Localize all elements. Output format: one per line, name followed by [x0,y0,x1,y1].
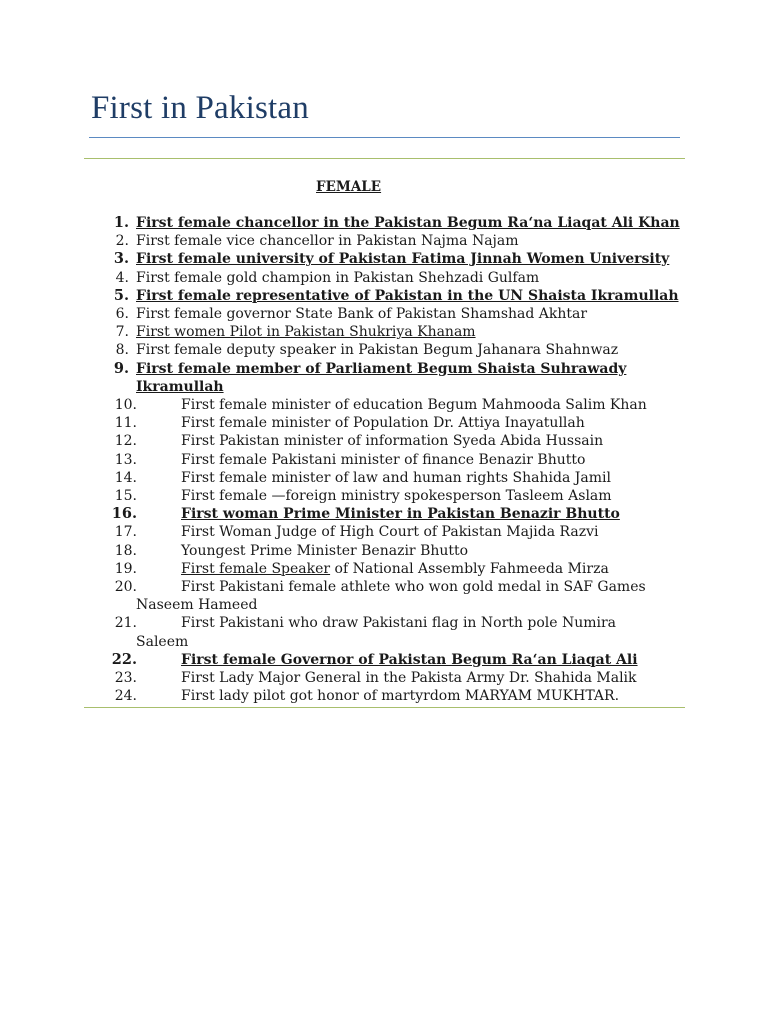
list-item [0,287,768,305]
item-number: 13. [114,451,137,468]
item-number: 3. [113,250,129,268]
item-text: First woman Prime Minister in Pakistan Benazir Bhutto [181,506,620,523]
item-text: First female Pakistani minister of finance Benazir Bhutto [181,451,586,468]
item-text: First women Pilot in Pakistan Shukriya Khanam [136,324,476,341]
list-item [0,305,768,323]
item-text-continued: Saleem [136,633,189,650]
item-text: First Pakistan minister of information Syeda Abida Hussain [181,433,604,450]
item-number: 5. [113,286,129,304]
item-number: 9. [113,359,129,377]
item-number: 24. [114,688,137,705]
item-number: 16. [111,505,137,523]
item-number: 19. [114,560,137,577]
item-number: 10. [114,397,137,414]
item-number: 15. [114,488,137,505]
list-item [0,232,768,250]
item-number: 8. [115,342,129,359]
list-item [0,578,768,614]
list-item [0,523,768,541]
item-text: First Woman Judge of High Court of Pakistan Majida Razvi [181,524,599,541]
item-text: First Pakistani female athlete who won gold medal in SAF Games [181,579,646,596]
item-text: First female minister of education Begum Mahmooda Salim Khan [181,397,647,414]
list-item [0,469,768,487]
item-number: 18. [114,542,137,559]
title-divider [89,137,680,138]
list-item [0,396,768,414]
item-text-underlined: First female Speaker [181,560,331,577]
item-number: 21. [114,615,137,632]
list-item [0,214,768,232]
item-text: First female vice chancellor in Pakistan Najma Najam [136,233,519,250]
item-number: 1. [113,214,129,231]
item-number: 22. [111,650,137,668]
item-text: Youngest Prime Minister Benazir Bhutto [181,542,469,559]
item-text: of National Assembly Fahmeeda Mirza [330,560,609,577]
item-text: First female member of Parliament Begum Shaista Suhrawady [136,360,627,377]
item-number: 7. [115,324,129,341]
list-item [0,651,768,669]
item-text: First female governor State Bank of Pakistan Shamshad Akhtar [136,306,588,323]
item-text: First female —foreign ministry spokesperson Tasleem Aslam [181,488,612,505]
item-number: 14. [114,469,137,486]
item-text: First lady pilot got honor of martyrdom MARYAM MUKHTAR. [181,688,620,705]
list-item [0,687,768,705]
list-item [0,560,768,578]
section-top-divider [84,158,685,159]
item-number: 6. [115,306,129,323]
list-item [0,414,768,432]
section-bottom-divider [84,707,685,708]
item-text: First Lady Major General in the Pakista Army Dr. Shahida Malik [181,670,637,687]
list-item [0,250,768,268]
item-text: First female deputy speaker in Pakistan Begum Jahanara Shahnwaz [136,342,619,359]
item-number: 11. [114,415,137,432]
item-text-continued: Naseem Hameed [136,597,258,614]
list-item [0,505,768,523]
item-number: 20. [114,579,137,596]
list-item [0,614,768,650]
list-item [0,269,768,287]
item-text-continued: Ikramullah [136,378,224,395]
list-item [0,487,768,505]
list-item [0,341,768,359]
item-text: First female university of Pakistan Fatima Jinnah Women University [136,251,670,268]
item-text: First female representative of Pakistan in the UN Shaista Ikramullah [136,287,679,304]
item-text: First female minister of law and human rights Shahida Jamil [181,469,611,486]
list-item [0,360,768,396]
list-item [0,432,768,450]
item-text: First Pakistani who draw Pakistani flag in North pole Numira [181,615,617,632]
item-number: 2. [115,233,129,250]
list-item [0,542,768,560]
list-item [0,323,768,341]
item-number: 12. [114,433,137,450]
item-number: 17. [114,524,137,541]
facts-list [0,214,768,705]
list-item [0,669,768,687]
list-item [0,451,768,469]
item-text: First female gold champion in Pakistan Shehzadi Gulfam [136,269,540,286]
item-number: 23. [114,670,137,687]
section-heading: FEMALE [316,179,382,195]
item-text: First female Governor of Pakistan Begum Ra‘an Liaqat Ali [181,651,638,668]
item-number: 4. [115,269,129,286]
item-text: First female chancellor in the Pakistan Begum Ra‘na Liaqat Ali Khan [136,215,680,231]
item-text: First female minister of Population Dr. Attiya Inayatullah [181,415,585,432]
page-title: First in Pakistan [91,90,309,126]
